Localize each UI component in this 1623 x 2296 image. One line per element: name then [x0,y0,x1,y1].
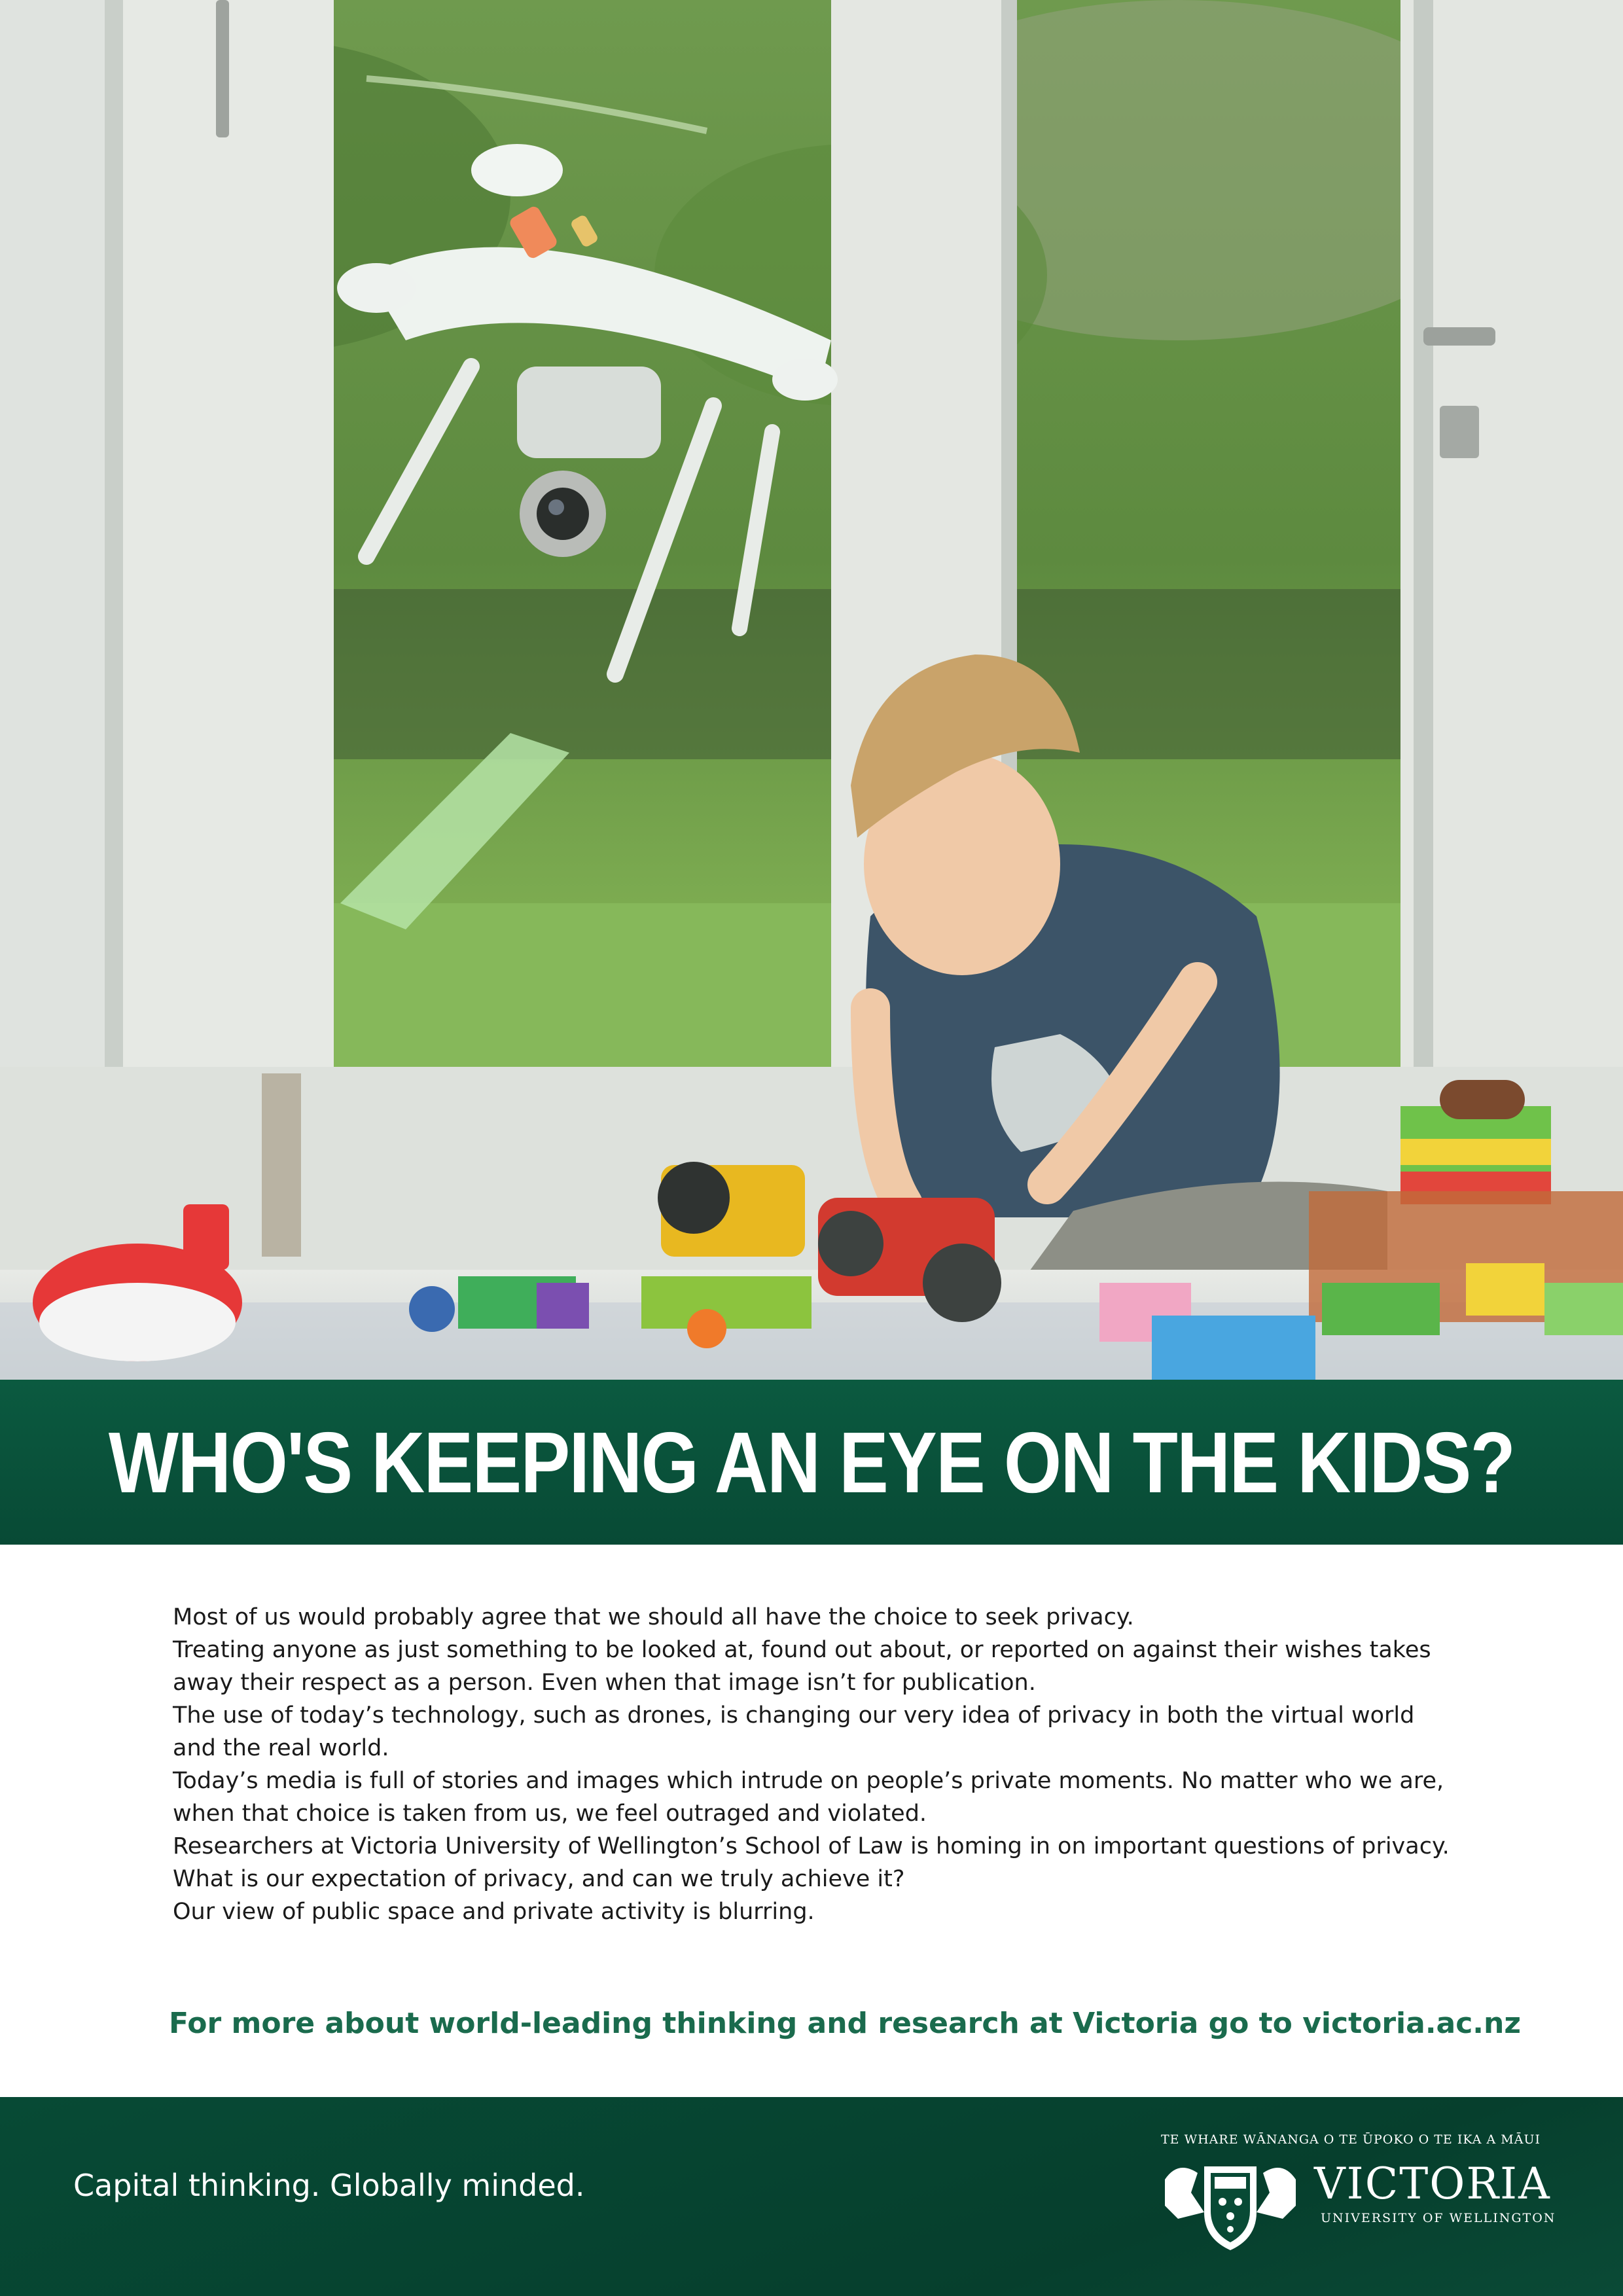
logo-maori-text: TE WHARE WĀNANGA O TE ŪPOKO O TE IKA A MĀUI [1161,2132,1541,2147]
crest-icon [1152,2153,1309,2251]
body-paragraph: Most of us would probably agree that we should all have the choice to seek privacy. [173,1604,1134,1630]
body-paragraph: Treating anyone as just something to be looked at, found out about, or reported on against their wishes takes away their respect as a person. Even when that image isn’t for publication. [173,1637,1431,1696]
body-area [0,1545,1623,2097]
logo-subtitle: UNIVERSITY OF WELLINGTON [1321,2211,1556,2225]
body-paragraph: Our view of public space and private activity is blurring. [173,1899,815,1925]
body-paragraph: Today’s media is full of stories and images which intrude on people’s private moments. No matter who we are, when that choice is taken from us, we feel outraged and violated. [173,1768,1444,1827]
call-to-action [169,2007,1521,2040]
headline-band [0,1380,1623,1545]
tagline: Capital thinking. Globally minded. [73,2168,585,2203]
body-paragraph: Researchers at Victoria University of Wellington’s School of Law is homing in on important questions of privacy. What is our expectation of privacy, and can we truly achieve it? [173,1833,1450,1892]
university-logo[interactable] [1152,2132,1558,2250]
headline: WHO'S KEEPING AN EYE ON THE KIDS? [108,1414,1515,1511]
footer [0,2097,1623,2296]
body-paragraph: The use of today’s technology, such as drones, is changing our very idea of privacy in both the virtual world and the real world. [173,1702,1415,1761]
body-text [173,1601,1461,1928]
cta-text: For more about world-leading thinking and research at Victoria go to [169,2007,1303,2040]
cta-link[interactable]: victoria.ac.nz [1302,2007,1521,2040]
logo-name: VICTORIA [1314,2159,1551,2209]
